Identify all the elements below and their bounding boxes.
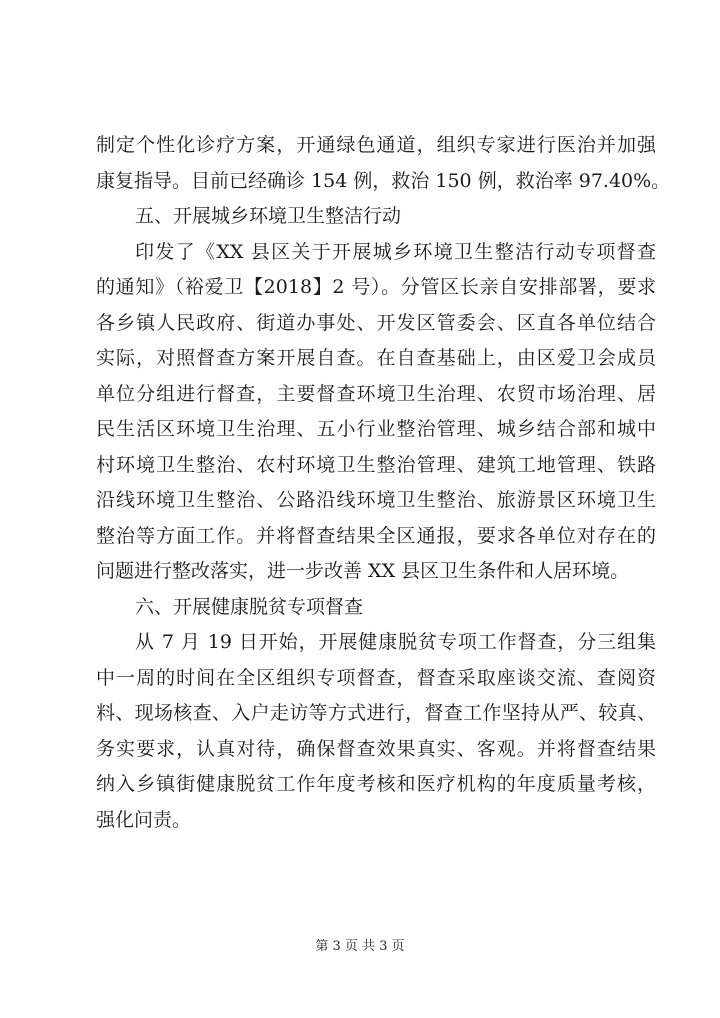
paragraph-line: 各乡镇人民政府、街道办事处、开发区管委会、区直各单位结合 — [96, 311, 656, 334]
paragraph-line: 问题进行整改落实，进一步改善 XX 县区卫生条件和人居环境。 — [96, 560, 630, 582]
paragraph-line: 单位分组进行督查，主要督查环境卫生治理、农贸市场治理、居 — [96, 382, 656, 405]
paragraph-line: 从 7 月 19 日开始，开展健康脱贫专项工作督查，分三组集 — [135, 631, 656, 653]
page-footer: 第 3 页 共 3 页 — [315, 939, 405, 954]
paragraph-line: 的通知》（裕爱卫【2018】2 号）。分管区长亲自安排部署，要求 — [96, 276, 656, 298]
paragraph-line: 强化问责。 — [96, 808, 192, 831]
section-heading-6: 六、开展健康脱贫专项督查 — [135, 595, 364, 618]
paragraph-line: 实际，对照督查方案开展自查。在自查基础上，由区爱卫会成员 — [96, 347, 656, 369]
paragraph-line: 印发了《XX 县区关于开展城乡环境卫生整洁行动专项督查 — [135, 240, 656, 263]
paragraph-line: 中一周的时间在全区组织专项督查，督查采取座谈交流、查阅资 — [96, 666, 656, 689]
paragraph-line: 沿线环境卫生整治、公路沿线环境卫生整治、旅游景区环境卫生 — [96, 489, 656, 511]
document-body — [96, 128, 671, 838]
section-heading-5: 五、开展城乡环境卫生整洁行动 — [135, 205, 402, 227]
paragraph-line: 制定个性化诊疗方案，开通绿色通道，组织专家进行医治并加强 — [96, 134, 656, 156]
paragraph-line: 村环境卫生整治、农村环境卫生整治管理、建筑工地管理、铁路 — [96, 453, 656, 476]
paragraph-line: 康复指导。目前已经确诊 154 例，救治 150 例，救治率 97.40%。 — [96, 169, 671, 192]
paragraph-line: 务实要求，认真对待，确保督查效果真实、客观。并将督查结果 — [96, 737, 656, 760]
paragraph-line: 纳入乡镇街健康脱贫工作年度考核和医疗机构的年度质量考核， — [96, 773, 656, 795]
paragraph-line: 料、现场核查、入户走访等方式进行，督查工作坚持从严、较真、 — [96, 702, 656, 724]
paragraph-line: 民生活区环境卫生治理、五小行业整治管理、城乡结合部和城中 — [96, 418, 656, 440]
paragraph-line: 整治等方面工作。并将督查结果全区通报，要求各单位对存在的 — [96, 524, 656, 547]
